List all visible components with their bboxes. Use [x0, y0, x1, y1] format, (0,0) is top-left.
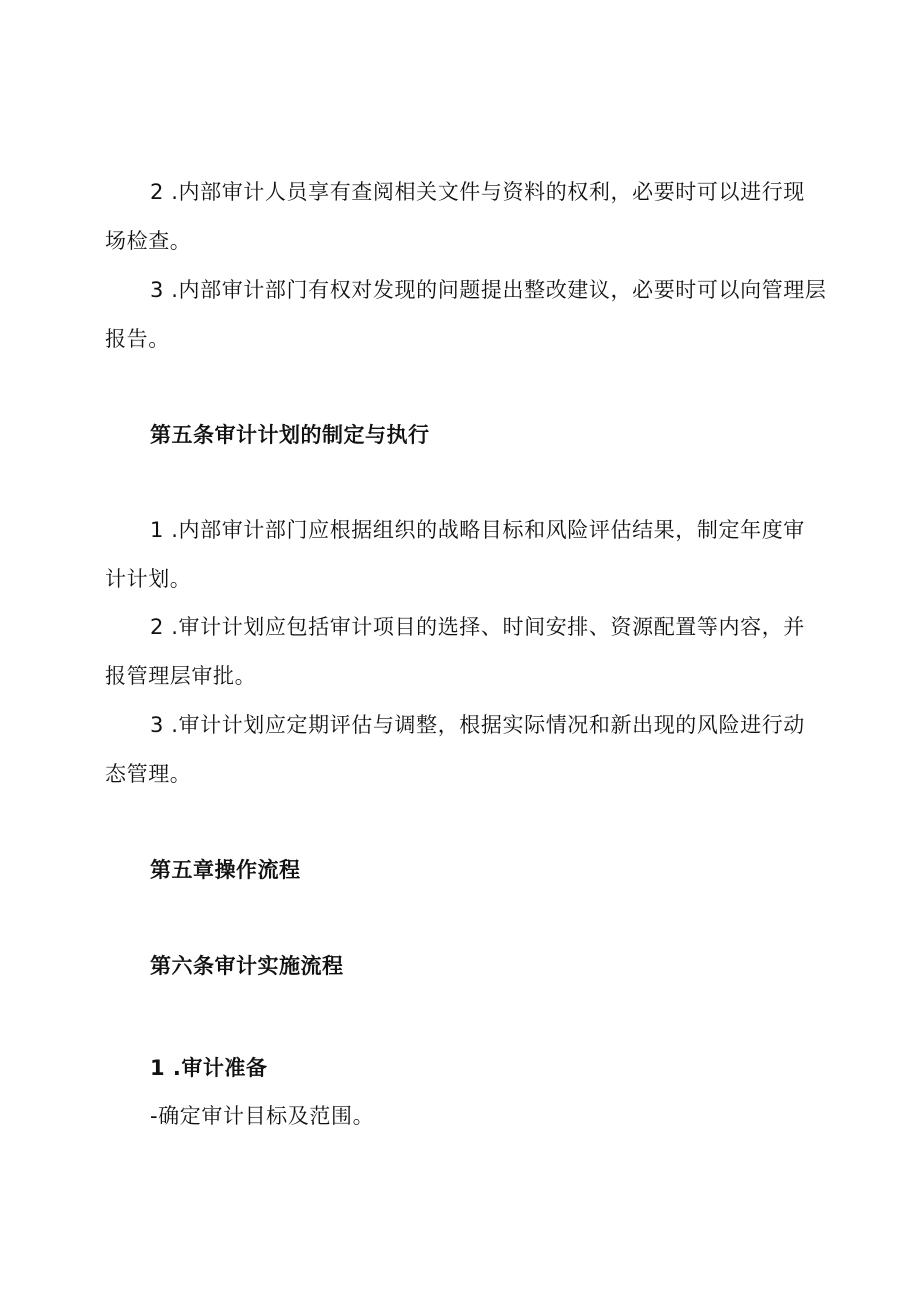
chapter-5-title: 第五章操作流程	[150, 858, 301, 882]
article-5-item-1-line2: 计计划。	[105, 567, 192, 591]
paragraph-item-3-line2: 报告。	[105, 327, 170, 351]
paragraph-item-3-line1: 3 .内部审计部门有权对发现的问题提出整改建议，必要时可以向管理层	[150, 278, 827, 302]
article-5-item-3-line1: 3 .审计计划应定期评估与调整，根据实际情况和新出现的风险进行动	[150, 713, 805, 737]
article-6-title: 第六条审计实施流程	[150, 954, 344, 978]
paragraph-item-2-line1: 2 .内部审计人员享有查阅相关文件与资料的权利，必要时可以进行现	[150, 180, 805, 204]
step-1-bullet: -确定审计目标及范围。	[150, 1104, 375, 1128]
article-5-item-3-line2: 态管理。	[105, 762, 192, 786]
article-5-title: 第五条审计计划的制定与执行	[150, 423, 430, 447]
article-5-item-1-line1: 1 .内部审计部门应根据组织的战略目标和风险评估结果，制定年度审	[150, 518, 805, 542]
article-5-item-2-line2: 报管理层审批。	[105, 664, 257, 688]
paragraph-item-2-line2: 场检查。	[105, 229, 192, 253]
article-5-item-2-line1: 2 .审计计划应包括审计项目的选择、时间安排、资源配置等内容，并	[150, 615, 805, 639]
step-1-title: 1 .审计准备	[150, 1056, 268, 1080]
